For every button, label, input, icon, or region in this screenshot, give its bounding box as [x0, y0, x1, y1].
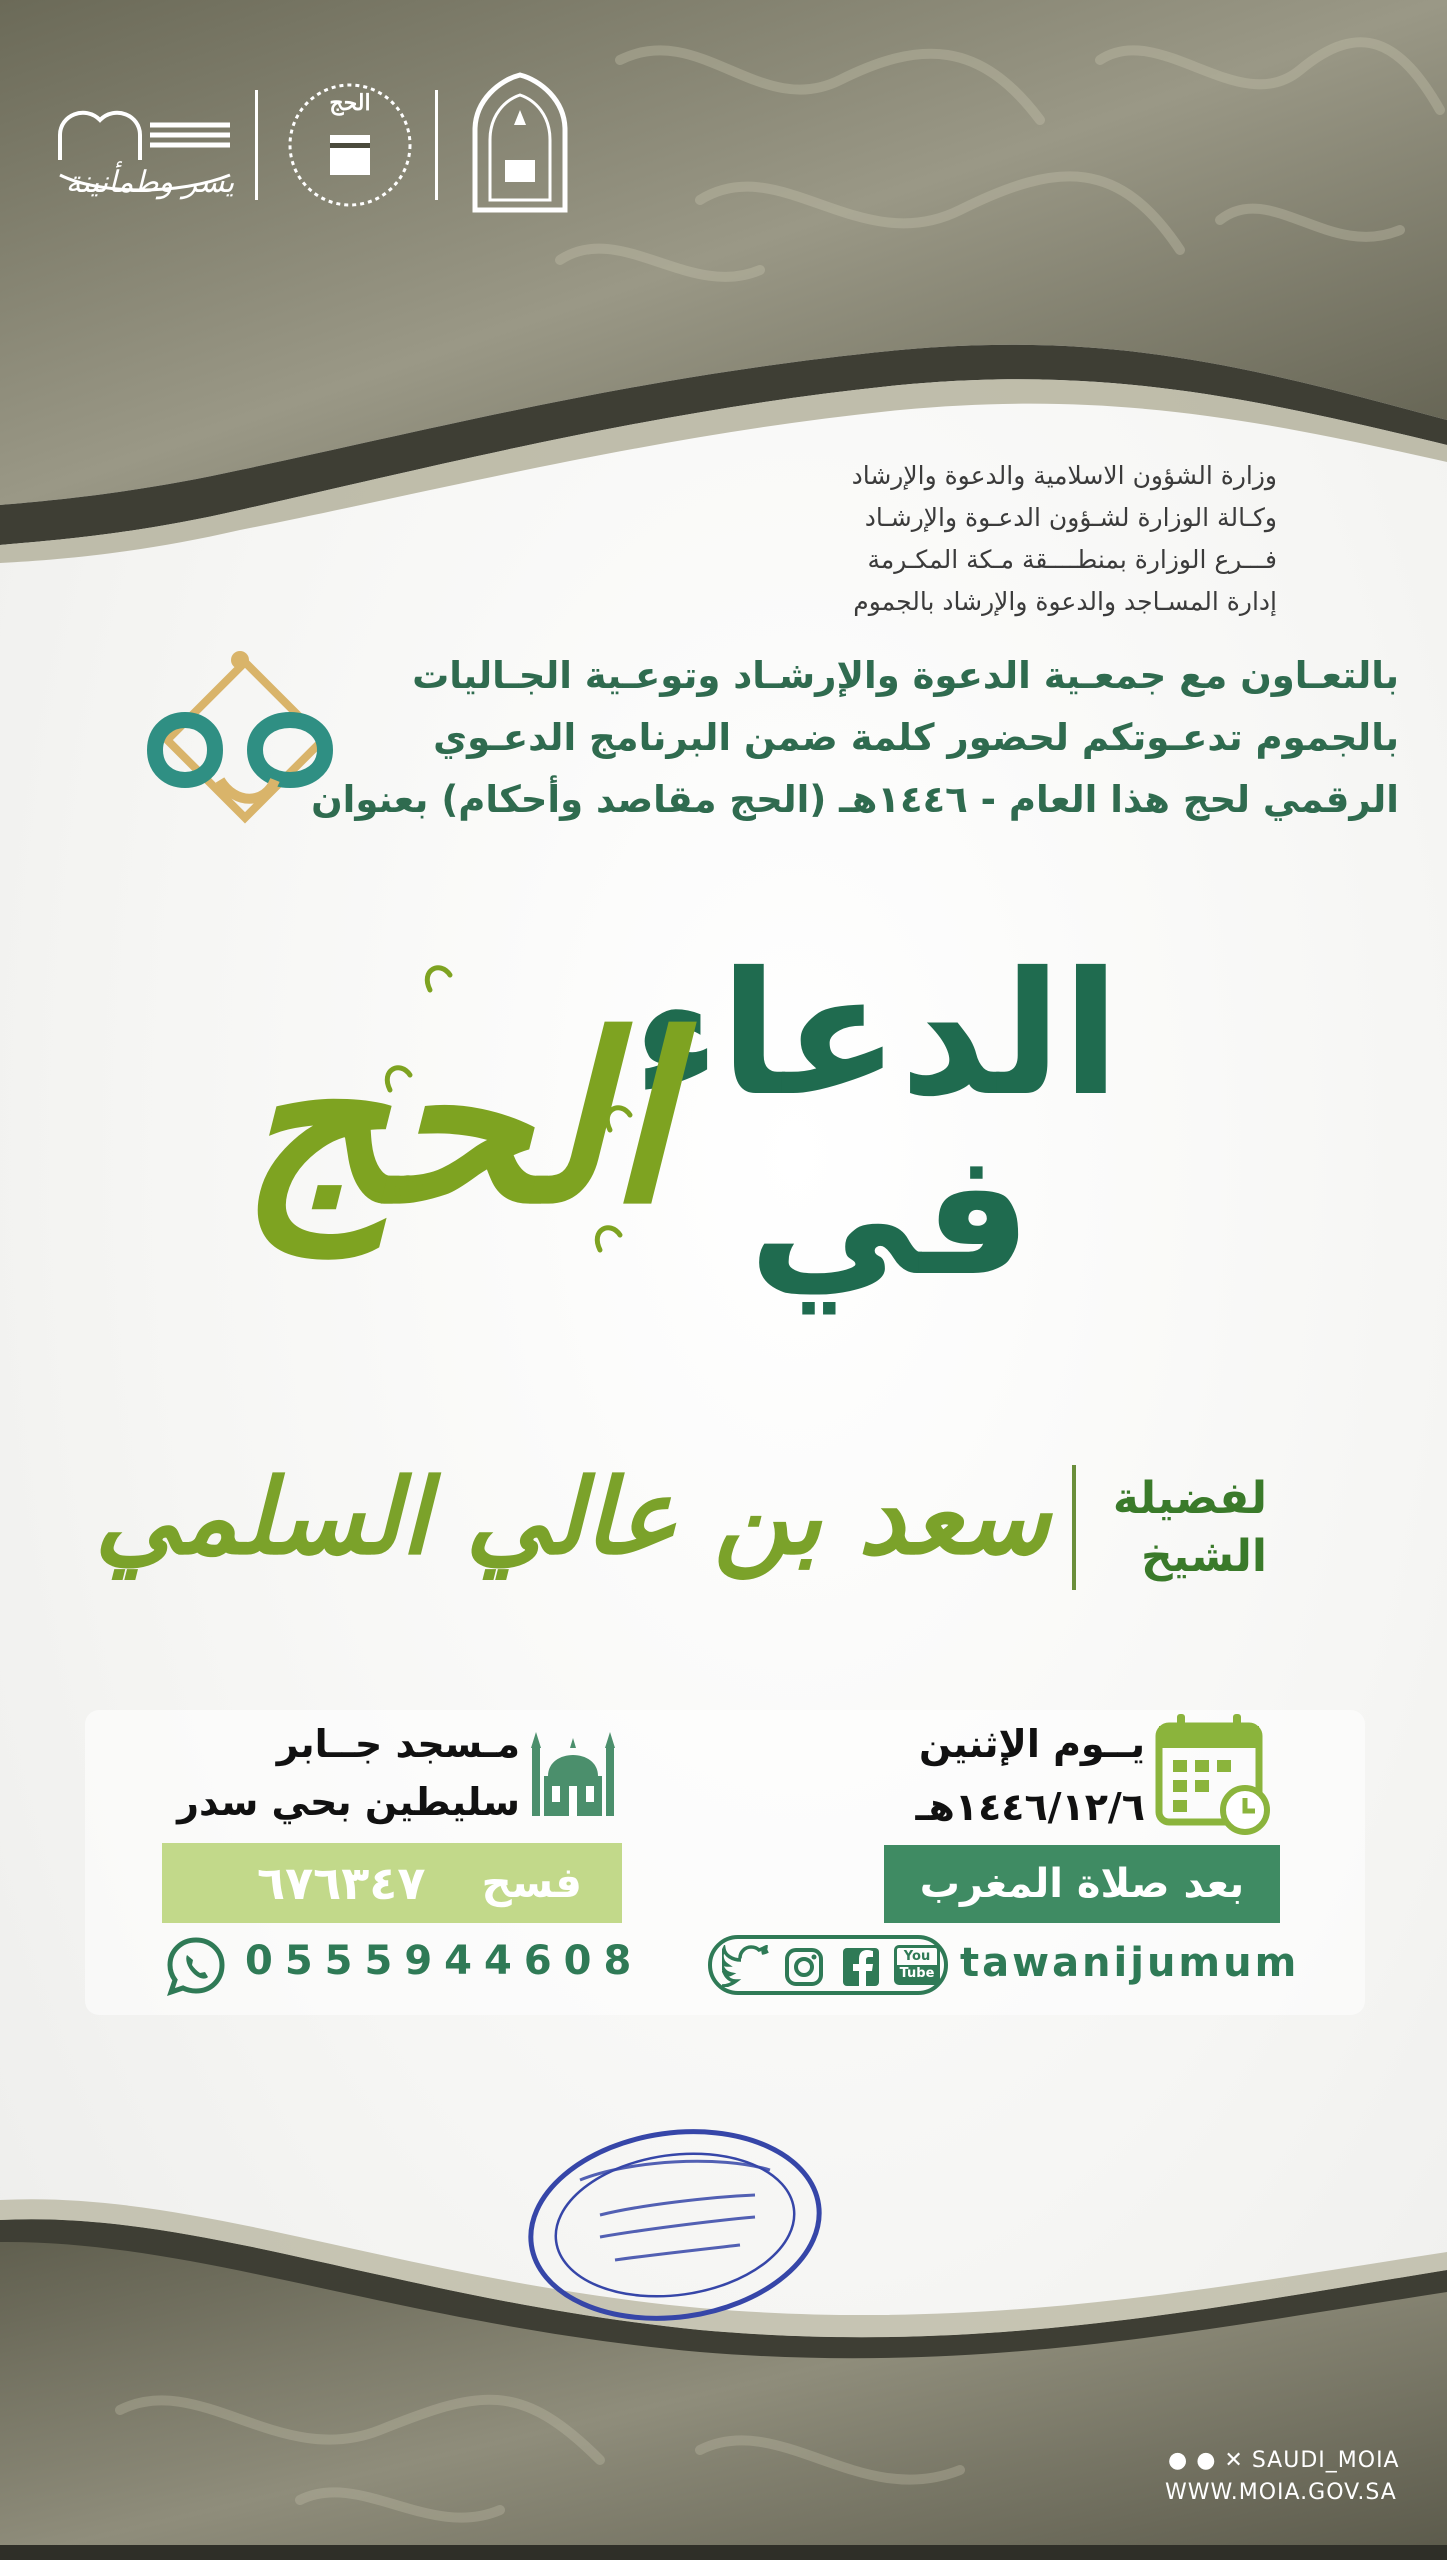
- organization-line: فـــرع الوزارة بمنطــــقة مـكة المكـرمة: [867, 545, 1277, 574]
- speaker-separator: [1072, 1465, 1076, 1590]
- twitter-icon[interactable]: [722, 1945, 770, 1987]
- speaker-label-line: الشيخ: [1140, 1531, 1267, 1582]
- event-time-box: بعد صلاة المغرب: [884, 1845, 1280, 1923]
- youtube-icon-top: You: [903, 1949, 931, 1964]
- logo-divider: [255, 90, 258, 200]
- broadcast-label: فسح: [481, 1858, 582, 1907]
- organization-line: وزارة الشؤون الاسلامية والدعوة والإرشاد: [851, 461, 1277, 490]
- instagram-icon[interactable]: [784, 1947, 824, 1987]
- logo-divider: [435, 90, 438, 200]
- invitation-line: بالتعـاون مع جمعـية الدعوة والإرشـاد وتوعـية الجـاليات: [412, 654, 1399, 697]
- broadcast-code-box: [162, 1843, 622, 1923]
- organization-line: إدارة المسـاجد والدعوة والإرشاد بالجموم: [853, 587, 1277, 616]
- organization-line: وكـالة الوزارة لشـؤون الدعـوة والإرشـاد: [864, 503, 1277, 532]
- title-word-dua: الدعاء: [632, 936, 1120, 1134]
- invitation-line: بالجموم تدعـوتكم لحضور كلمة ضمن البرنامج الدعـوي: [433, 716, 1399, 759]
- event-date: ١٤٤٦/١٢/٦هـ: [915, 1785, 1145, 1829]
- event-day: يــوم الإثنين: [919, 1722, 1145, 1766]
- title-ornaments: [360, 950, 660, 1330]
- footer-social-icons: ● ● ✕: [1168, 2448, 1252, 2473]
- title-word-fi: في: [748, 1116, 1032, 1314]
- ministry-logo: [460, 70, 580, 220]
- logo-row: [40, 60, 600, 220]
- mosque-name-line1: مـسجد جــابر: [276, 1722, 520, 1766]
- speaker-label: [1097, 1470, 1267, 1586]
- contact-phone[interactable]: 0555944608: [245, 1938, 644, 1984]
- hajj-logo-text: الحج: [329, 90, 371, 116]
- social-handle[interactable]: tawanijumum: [960, 1940, 1300, 1986]
- social-icons-pill: [708, 1935, 948, 1995]
- official-seal: [520, 2125, 830, 2325]
- organization-block: [557, 455, 1277, 623]
- title-word-hajj: الحج: [239, 985, 670, 1255]
- mosque-icon: [528, 1718, 618, 1818]
- invitation-block: [311, 645, 1399, 831]
- speaker-label-line: لفضيلة: [1112, 1473, 1267, 1524]
- youtube-icon[interactable]: [894, 1945, 940, 1987]
- whatsapp-icon: [165, 1935, 227, 1997]
- invitation-line: الرقمي لحج هذا العام - ١٤٤٦هـ (الحج مقاصد وأحكام) بعنوان: [311, 778, 1399, 821]
- yusr-logo-text: يسر وطمأنينة: [65, 165, 235, 200]
- footer-website[interactable]: WWW.MOIA.GOV.SA: [1165, 2480, 1397, 2505]
- broadcast-code: ٦٧٦٣٤٧: [257, 1856, 426, 1910]
- facebook-icon[interactable]: [842, 1947, 880, 1987]
- footer-handle: SAUDI_MOIA: [1251, 2448, 1400, 2473]
- footer-social: [1168, 2448, 1398, 2473]
- speaker-name: سعد بن عالي السلمي: [94, 1455, 1050, 1578]
- calendar-icon: [1155, 1712, 1273, 1837]
- mosque-name-line2: سليطين بحي سدر: [177, 1780, 520, 1824]
- youtube-icon-bottom: Tube: [897, 1965, 937, 1982]
